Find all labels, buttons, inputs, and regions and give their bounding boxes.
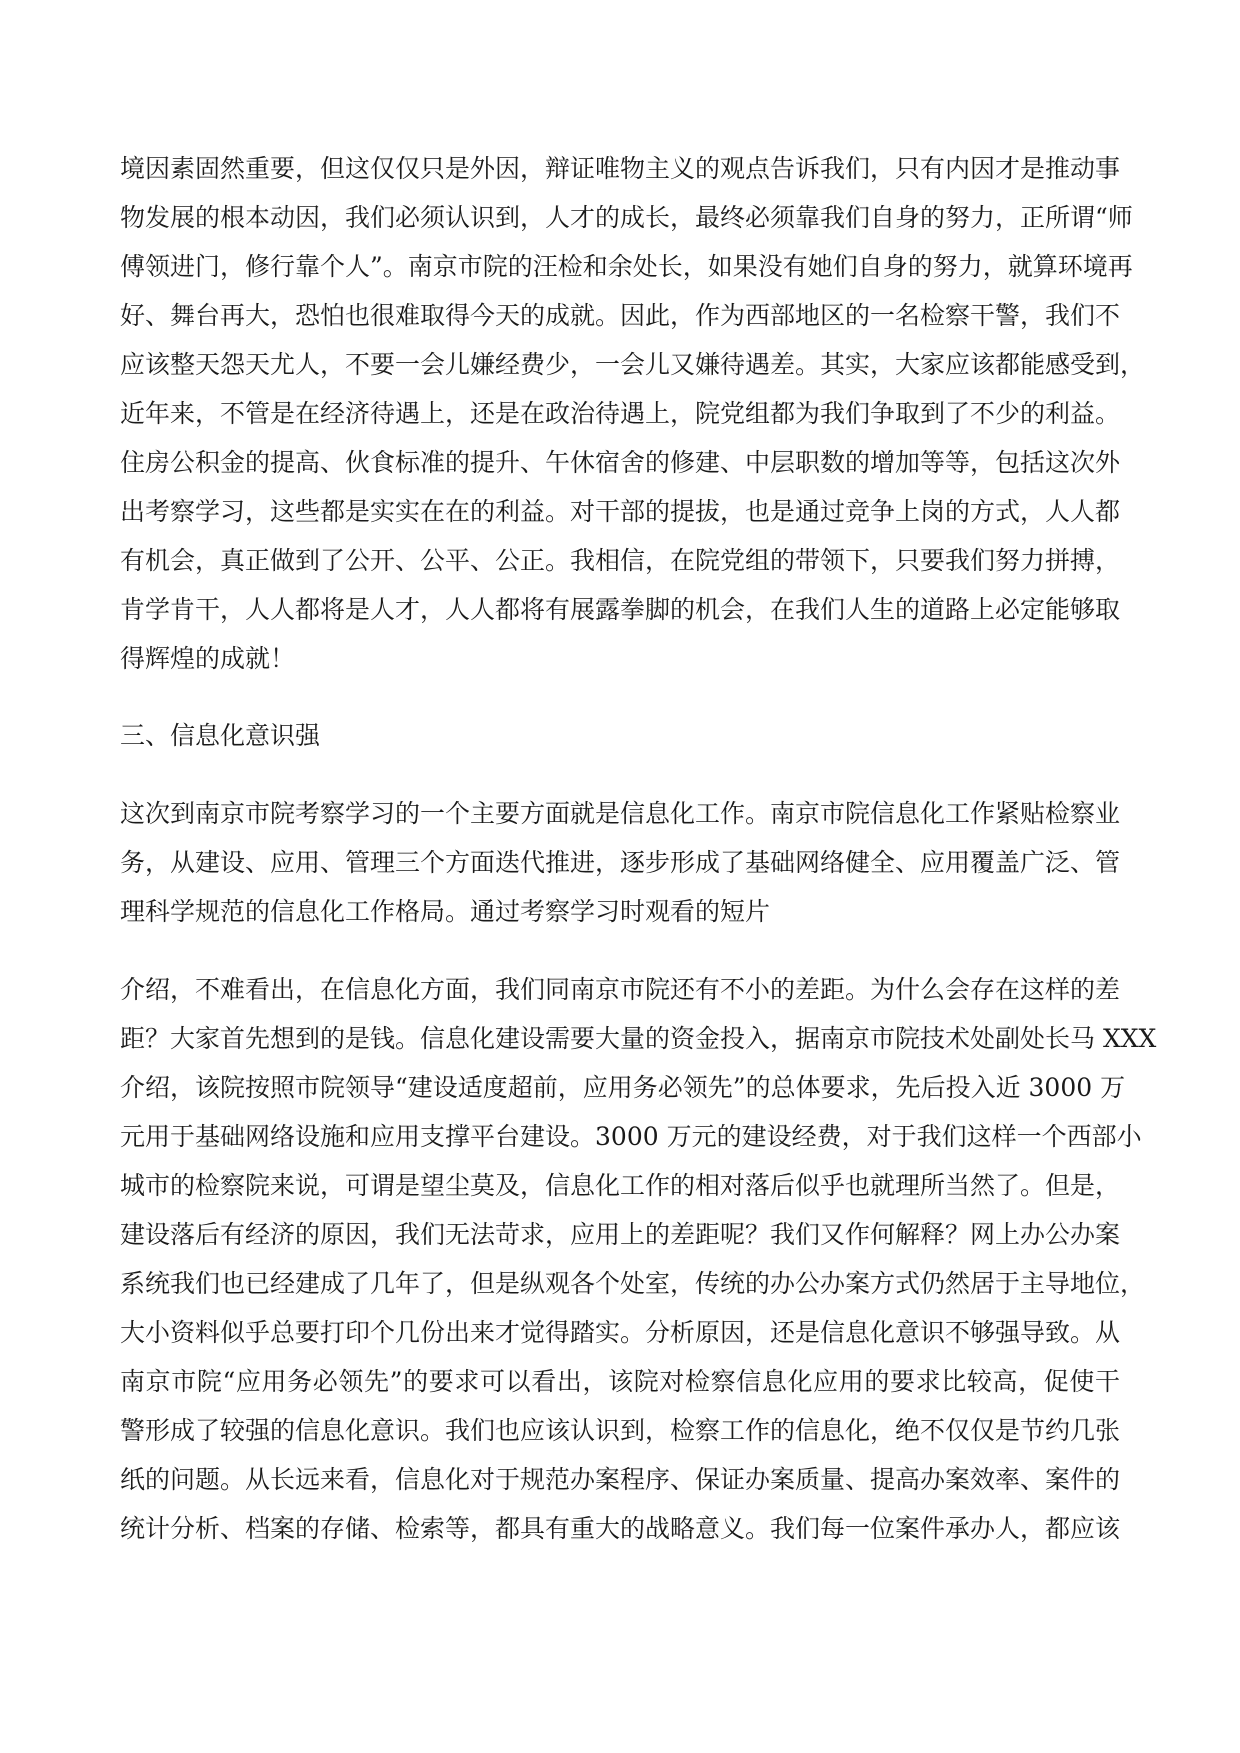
text-line: 城市的检察院来说，可谓是望尘莫及，信息化工作的相对落后似乎也就理所当然了。但是，: [120, 1171, 1121, 1200]
text-line: 介绍，该院按照市院领导“建设适度超前，应用务必领先”的总体要求，先后投入近 3000 万: [120, 1073, 1126, 1102]
text-line: 元用于基础网络设施和应用支撑平台建设。3000 万元的建设经费，对于我们这样一个西部小: [120, 1122, 1142, 1151]
text-line: 大小资料似乎总要打印个几份出来才觉得踏实。分析原因，还是信息化意识不够强导致。从: [120, 1318, 1121, 1347]
text-line: 务，从建设、应用、管理三个方面迭代推进，逐步形成了基础网络健全、应用覆盖广泛、管: [120, 848, 1121, 877]
text-line: 应该整天怨天尤人，不要一会儿嫌经费少，一会儿又嫌待遇差。其实，大家应该都能感受到，: [120, 350, 1146, 379]
text-line: 距？大家首先想到的是钱。信息化建设需要大量的资金投入，据南京市院技术处副处长马 XXX: [120, 1024, 1157, 1053]
text-line: 住房公积金的提高、伙食标准的提升、午休宿舍的修建、中层职数的增加等等，包括这次外: [120, 448, 1121, 477]
text-line: 这次到南京市院考察学习的一个主要方面就是信息化工作。南京市院信息化工作紧贴检察业: [120, 799, 1121, 828]
text-line: 境因素固然重要，但这仅仅只是外因，辩证唯物主义的观点告诉我们，只有内因才是推动事: [120, 154, 1121, 183]
text-line: 肯学肯干，人人都将是人才，人人都将有展露拳脚的机会，在我们人生的道路上必定能够取: [120, 595, 1121, 624]
text-line: 出考察学习，这些都是实实在在的利益。对干部的提拔，也是通过竞争上岗的方式，人人都: [120, 497, 1121, 526]
text-line: 傅领进门，修行靠个人”。南京市院的汪检和余处长，如果没有她们自身的努力，就算环境再: [120, 252, 1133, 281]
text-line: 系统我们也已经建成了几年了，但是纵观各个处室，传统的办公办案方式仍然居于主导地位，: [120, 1269, 1146, 1298]
text-line: 建设落后有经济的原因，我们无法苛求，应用上的差距呢？我们又作何解释？网上办公办案: [120, 1220, 1121, 1249]
text-line: 有机会，真正做到了公开、公平、公正。我相信，在院党组的带领下，只要我们努力拼搏，: [120, 546, 1121, 575]
text-line: 纸的问题。从长远来看，信息化对于规范办案程序、保证办案质量、提高办案效率、案件的: [120, 1465, 1121, 1494]
text-line: 好、舞台再大，恐怕也很难取得今天的成就。因此，作为西部地区的一名检察干警，我们不: [120, 301, 1121, 330]
text-line: 物发展的根本动因，我们必须认识到，人才的成长，最终必须靠我们自身的努力，正所谓“师: [120, 203, 1133, 232]
text-line: 统计分析、档案的存储、检索等，都具有重大的战略意义。我们每一位案件承办人，都应该: [120, 1514, 1121, 1543]
section-heading: 三、信息化意识强: [120, 721, 321, 750]
text-line: 理科学规范的信息化工作格局。通过考察学习时观看的短片: [120, 897, 771, 926]
text-line: 介绍，不难看出，在信息化方面，我们同南京市院还有不小的差距。为什么会存在这样的差: [120, 975, 1121, 1004]
text-line: 南京市院“应用务必领先”的要求可以看出，该院对检察信息化应用的要求比较高，促使干: [120, 1367, 1120, 1396]
text-line: 近年来，不管是在经济待遇上，还是在政治待遇上，院党组都为我们争取到了不少的利益。: [120, 399, 1121, 428]
text-line: 得辉煌的成就！: [120, 644, 296, 673]
text-line: 警形成了较强的信息化意识。我们也应该认识到，检察工作的信息化，绝不仅仅是节约几张: [120, 1416, 1121, 1445]
